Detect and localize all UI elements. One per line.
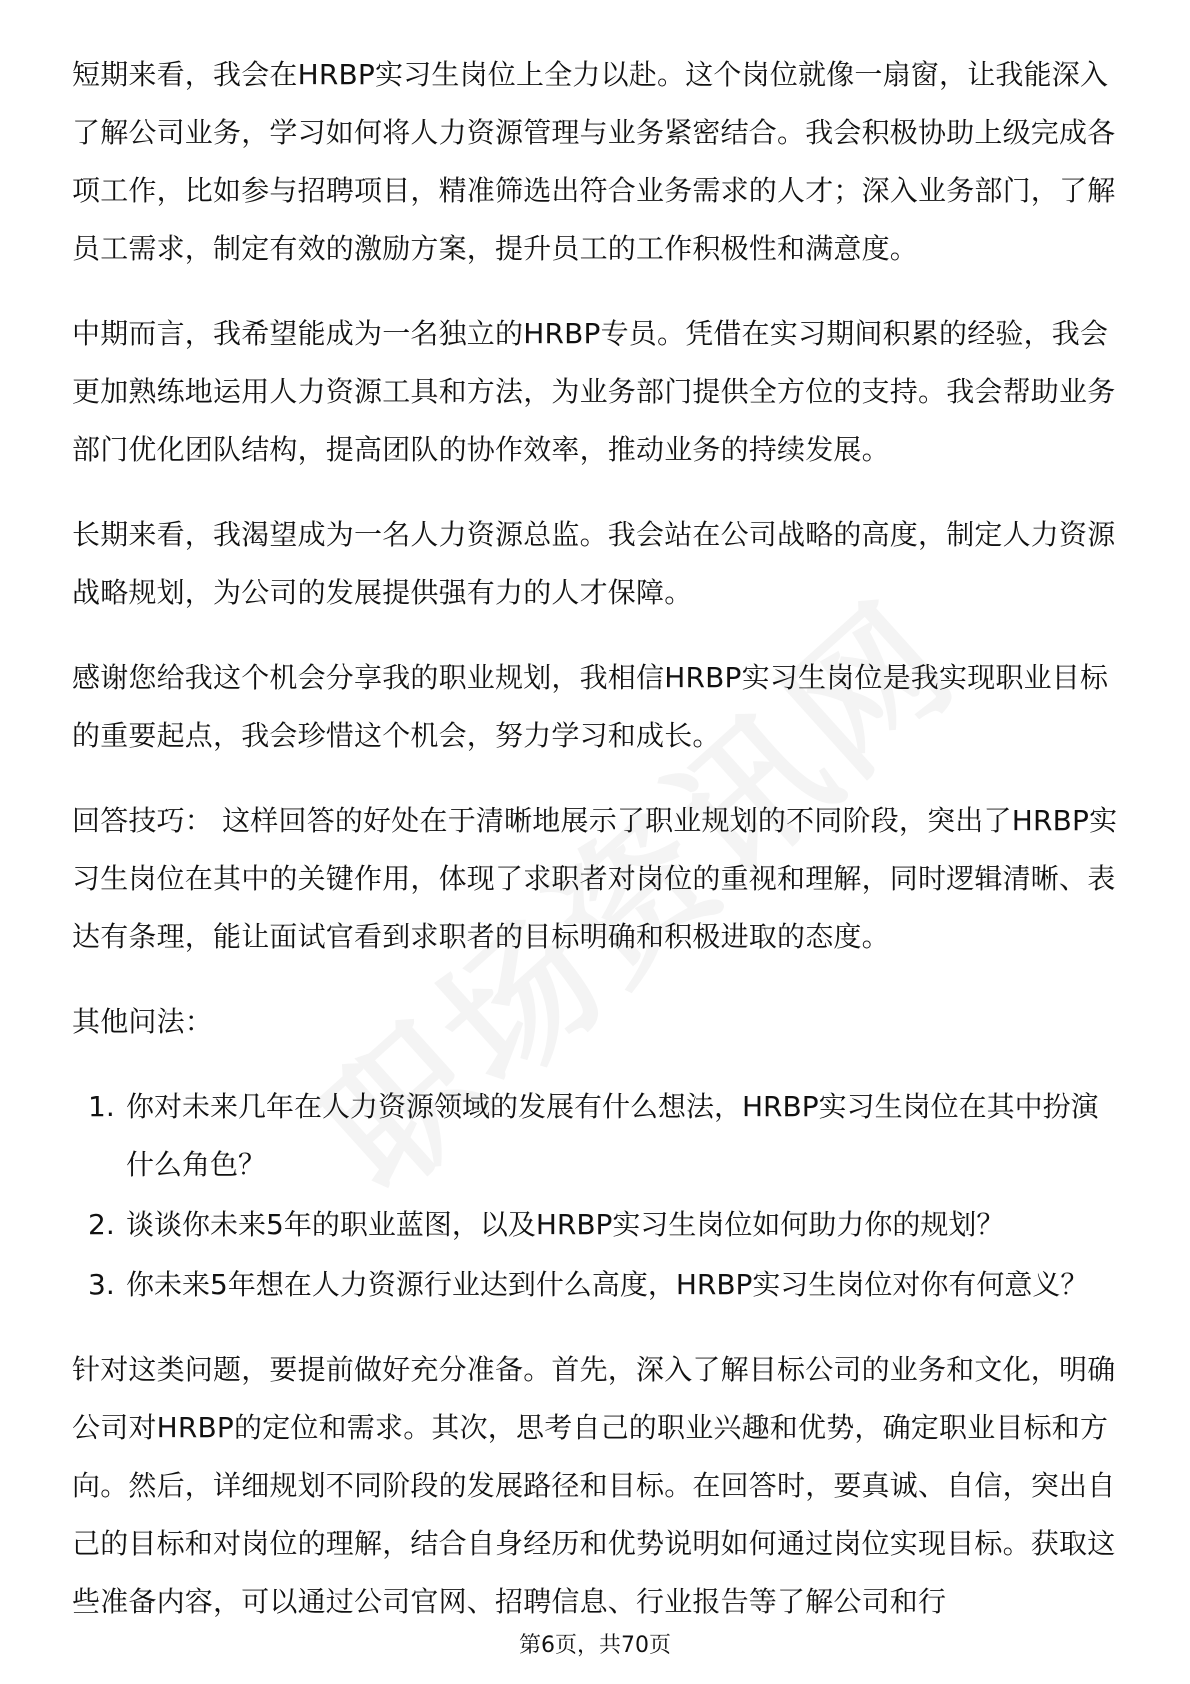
document-body bbox=[72, 46, 1120, 1658]
page-number-footer: 第6页，共70页 bbox=[519, 1633, 671, 1658]
list-number: 1. bbox=[88, 1090, 115, 1123]
paragraph-long-term: 长期来看，我渴望成为一名人力资源总监。我会站在公司战略的高度，制定人力资源战略规划，为公司的发展提供强有力的人才保障。 bbox=[72, 518, 1116, 609]
paragraph-short-term: 短期来看，我会在HRBP实习生岗位上全力以赴。这个岗位就像一扇窗，让我能深入了解公司业务，学习如何将人力资源管理与业务紧密结合。我会积极协助上级完成各项工作，比如参与招聘项目，精准筛选出符合业务需求的人才；深入业务部门，了解员工需求，制定有效的激励方案，提升员工的工作积极性和满意度。 bbox=[72, 58, 1116, 265]
list-item-text: 你对未来几年在人力资源领域的发展有什么想法，HRBP实习生岗位在其中扮演什么角色？ bbox=[126, 1090, 1099, 1181]
other-questions-list bbox=[72, 1078, 1120, 1314]
paragraph-preparation: 针对这类问题，要提前做好充分准备。首先，深入了解目标公司的业务和文化，明确公司对HRBP的定位和需求。其次，思考自己的职业兴趣和优势，确定职业目标和方向。然后，详细规划不同阶段的发展路径和目标。在回答时，要真诚、自信，突出自己的目标和对岗位的理解，结合自身经历和优势说明如何通过岗位实现目标。获取这些准备内容，可以通过公司官网、招聘信息、行业报告等了解公司和行 bbox=[72, 1353, 1116, 1618]
list-item bbox=[72, 1256, 1120, 1314]
paragraph-other-questions-heading: 其他问法： bbox=[72, 1005, 214, 1038]
paragraph-answer-tips: 回答技巧： 这样回答的好处在于清晰地展示了职业规划的不同阶段，突出了HRBP实习生岗位在其中的关键作用，体现了求职者对岗位的重视和理解，同时逻辑清晰、表达有条理，能让面试官看到求职者的目标明确和积极进取的态度。 bbox=[72, 804, 1118, 953]
list-item-text: 你未来5年想在人力资源行业达到什么高度，HRBP实习生岗位对你有何意义？ bbox=[126, 1268, 1089, 1301]
list-item bbox=[72, 1078, 1120, 1194]
list-item-text: 谈谈你未来5年的职业蓝图，以及HRBP实习生岗位如何助力你的规划？ bbox=[126, 1208, 1005, 1241]
list-number: 2. bbox=[88, 1208, 115, 1241]
list-item bbox=[72, 1196, 1120, 1254]
paragraph-mid-term: 中期而言，我希望能成为一名独立的HRBP专员。凭借在实习期间积累的经验，我会更加熟练地运用人力资源工具和方法，为业务部门提供全方位的支持。我会帮助业务部门优化团队结构，提高团队的协作效率，推动业务的持续发展。 bbox=[72, 317, 1116, 466]
paragraph-thanks: 感谢您给我这个机会分享我的职业规划，我相信HRBP实习生岗位是我实现职业目标的重要起点，我会珍惜这个机会，努力学习和成长。 bbox=[72, 661, 1109, 752]
list-number: 3. bbox=[88, 1268, 115, 1301]
